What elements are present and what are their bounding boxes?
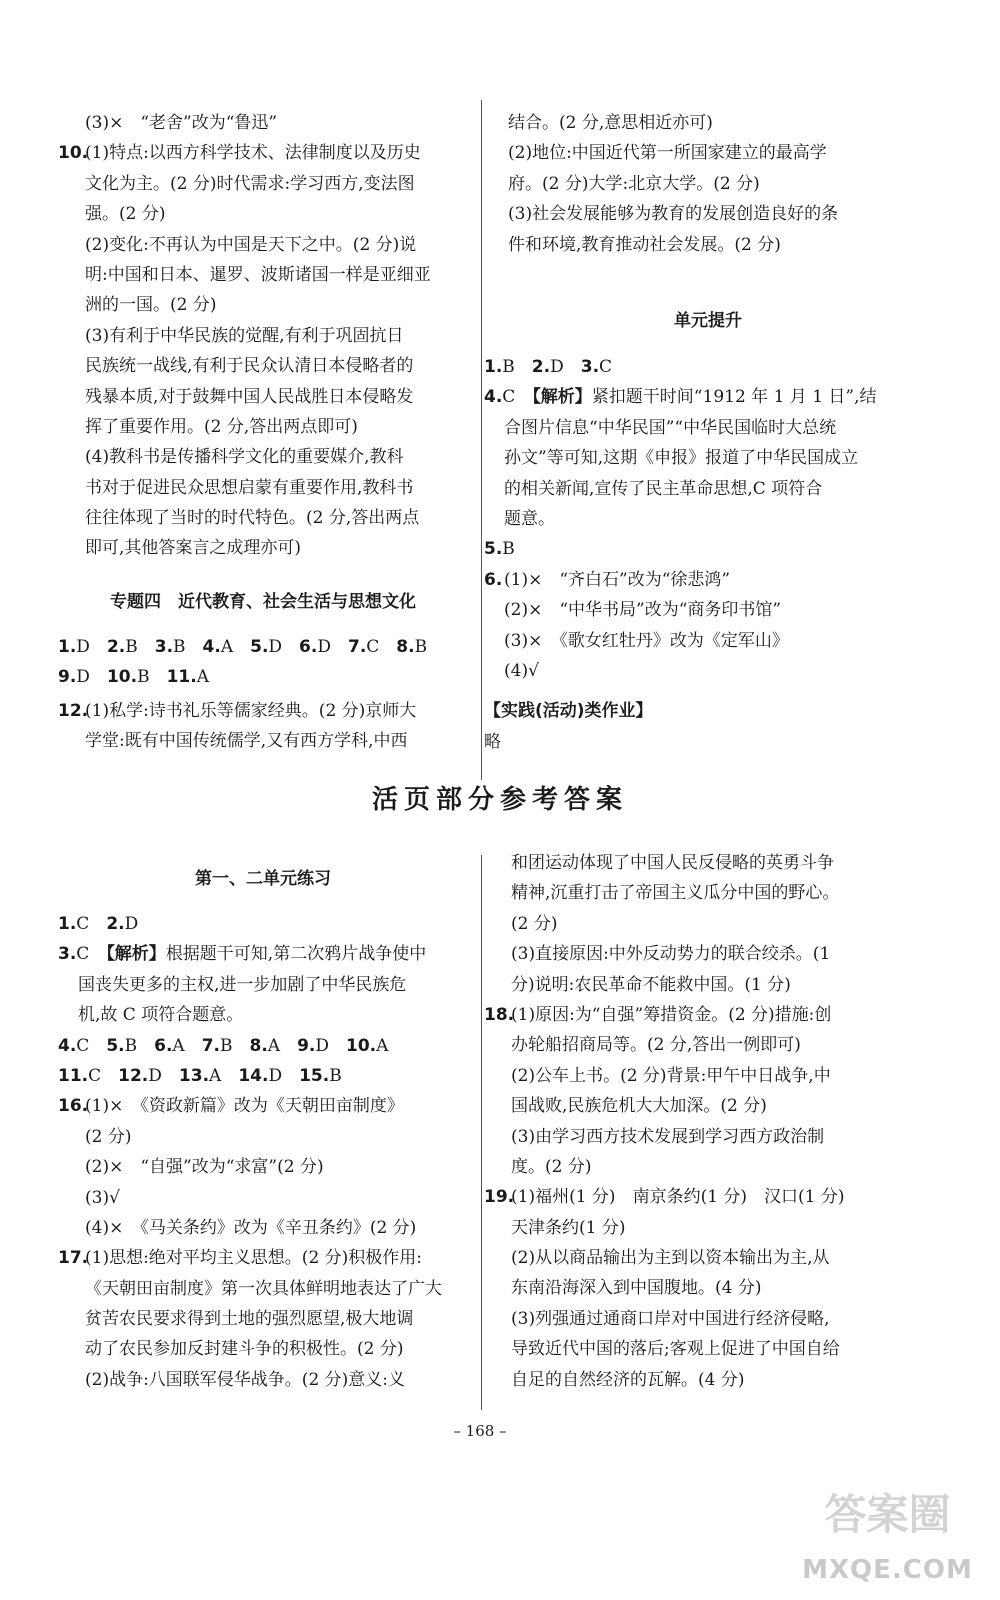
bottom-right-answers <box>484 848 904 1395</box>
answer-text: 精神,沉重打击了帝国主义瓜分中国的野心。 <box>511 883 840 904</box>
answer-line <box>484 595 904 625</box>
answer-text: 和团运动体现了中国人民反侵略的英勇斗争 <box>511 853 834 873</box>
answer-text: (1)× “齐白石”改为“徐悲鸿” <box>504 569 731 590</box>
answer-line <box>484 1000 904 1030</box>
answer-line <box>58 1091 478 1121</box>
answer-text: 书对于促进民众思想启蒙有重要作用,教科书 <box>85 477 414 498</box>
question-number: 6. <box>154 1035 173 1056</box>
answer-text: 动了农民参加反封建斗争的积极性。(2 分) <box>85 1339 404 1360</box>
answer-line <box>58 939 478 969</box>
answer-text: (3)√ <box>85 1187 120 1208</box>
choice-answer: B <box>502 539 515 560</box>
choice-answer: A <box>172 1035 202 1056</box>
analysis-tag: 【解析】 <box>532 387 592 408</box>
question-number: 5. <box>250 637 269 657</box>
question-number: 9. <box>58 667 77 688</box>
answer-text: 即可,其他答案言之成理亦可) <box>85 538 302 559</box>
choice-answer: D <box>550 357 581 377</box>
answer-line <box>58 108 468 138</box>
answer-line <box>484 1213 904 1243</box>
question-number: 6. <box>484 569 503 590</box>
question-number: 1. <box>58 914 77 934</box>
answer-text: 天津条约(1 分) <box>511 1217 626 1238</box>
question-number: 16. <box>58 1096 89 1117</box>
choice-answer: A <box>209 1065 239 1086</box>
answer-sequence <box>58 1031 478 1061</box>
answer-line <box>508 169 908 199</box>
choice-answer: B <box>125 637 155 657</box>
answer-line <box>484 970 904 1000</box>
answer-line <box>508 108 908 138</box>
question-number: 10. <box>58 143 89 164</box>
question-number: 2. <box>531 357 551 377</box>
answer-text: 往往体现了当时的时代特色。(2 分,答出两点 <box>85 508 420 529</box>
question-number: 9. <box>297 1035 316 1056</box>
answer-text: (3)社会发展能够为教育的发展创造良好的条 <box>508 204 839 225</box>
answer-line <box>484 1243 904 1273</box>
choice-answer: D <box>124 914 139 934</box>
answer-text: 明:中国和日本、暹罗、波斯诸国一样是亚细亚 <box>85 264 431 285</box>
answer-text: (2)战争:八国联军侵华战争。(2 分)意义:义 <box>85 1369 406 1390</box>
answer-line <box>58 1183 478 1213</box>
answer-line <box>58 1274 478 1304</box>
answer-text: 度。(2 分) <box>511 1156 592 1177</box>
answer-text: (1)原因:为“自强”筹措资金。(2 分)措施:创 <box>511 1004 832 1025</box>
top-right-continuation <box>508 108 908 260</box>
question-number: 10. <box>346 1035 377 1056</box>
practice-body: 略 <box>484 732 501 752</box>
choice-answer: C <box>599 357 613 377</box>
answer-line <box>484 413 904 443</box>
answer-line <box>484 939 904 969</box>
answer-text: 《天朝田亩制度》第一次具体鲜明地表达了广大 <box>85 1278 442 1299</box>
question-number: 18. <box>484 1004 515 1025</box>
answer-line <box>484 1182 904 1212</box>
answer-sequence <box>58 1061 478 1091</box>
question-number: 7. <box>201 1035 220 1056</box>
question-number: 17. <box>58 1248 89 1269</box>
answer-text: 文化为主。(2 分)时代需求:学习西方,变法图 <box>85 173 415 194</box>
answer-text: 机,故 C 项符合题意。 <box>78 1005 244 1026</box>
choice-answer: D <box>317 637 348 657</box>
answer-line <box>58 533 468 563</box>
question-number: 12. <box>118 1065 149 1086</box>
answer-text: (2)公车上书。(2 分)背景:甲午中日战争,中 <box>511 1065 831 1086</box>
top-left-column <box>58 108 468 564</box>
answer-line <box>58 1000 478 1030</box>
answer-line <box>484 909 904 939</box>
answer-text: (2)地位:中国近代第一所国家建立的最高学 <box>508 143 827 164</box>
choice-answer: C <box>502 387 533 408</box>
choice-answer: C <box>76 914 107 934</box>
answer-line <box>484 1365 904 1395</box>
question-number: 11. <box>166 667 197 688</box>
answer-line <box>484 1061 904 1091</box>
question-number: 12. <box>58 701 89 721</box>
question-number: 4. <box>484 387 503 408</box>
answer-line <box>484 565 904 595</box>
question-number: 4. <box>58 1035 77 1056</box>
answer-text: (4)教科书是传播科学文化的重要媒介,教科 <box>85 447 404 468</box>
answer-line <box>58 1213 478 1243</box>
answer-text: (2 分) <box>511 913 558 934</box>
question-number: 5. <box>484 539 503 560</box>
answer-text: (2)从以商品输出为主到以资本输出为主,从 <box>511 1248 830 1269</box>
answer-line <box>508 138 908 168</box>
answer-line <box>484 1122 904 1152</box>
answer-text: 洲的一国。(2 分) <box>85 295 217 316</box>
answer-text: 民族统一战线,有利于民众认清日本侵略者的 <box>85 356 414 377</box>
answer-text: 自足的自然经济的瓦解。(4 分) <box>511 1369 745 1390</box>
bottom-left-answers <box>58 909 478 1395</box>
question-number: 3. <box>580 357 600 377</box>
choice-answer: B <box>219 1035 250 1056</box>
choice-answer: B <box>173 637 203 657</box>
answer-line <box>58 1152 478 1182</box>
answer-text: 结合。(2 分,意思相近亦可) <box>508 113 713 133</box>
answer-text: 残暴本质,对于鼓舞中国人民战胜日本侵略发 <box>85 386 414 407</box>
answer-line <box>58 260 468 290</box>
choice-answer: B <box>502 357 532 377</box>
column-divider-top <box>481 100 482 780</box>
choice-answer: D <box>76 667 107 688</box>
answer-line <box>484 848 904 878</box>
answer-text: (2)× “中华书局”改为“商务印书馆” <box>504 600 782 621</box>
question-number: 13. <box>178 1065 210 1086</box>
answer-line <box>58 138 468 168</box>
answer-text: 学堂:既有中国传统儒学,又有西方学科,中西 <box>85 731 408 752</box>
answer-line <box>58 970 478 1000</box>
answer-text: 件和环境,教育推动社会发展。(2 分) <box>508 234 781 255</box>
answer-line <box>484 1152 904 1182</box>
answer-line <box>58 321 468 351</box>
watermark-logo <box>800 1490 975 1590</box>
answer-text: (1)× 《资政新篇》改为《天朝田亩制度》 <box>85 1096 404 1117</box>
answer-sequence <box>58 632 468 662</box>
answer-line <box>58 696 478 726</box>
answer-line <box>58 473 468 503</box>
answer-text: (2)× “自强”改为“求富”(2 分) <box>85 1157 324 1178</box>
choice-answer: D <box>315 1035 346 1056</box>
answer-text: 国战败,民族危机大大加深。(2 分) <box>511 1096 767 1117</box>
choice-answer: D <box>76 637 107 657</box>
choice-answer: D <box>268 637 300 657</box>
topic4-heading: 专题四 近代教育、社会生活与思想文化 <box>110 592 416 612</box>
answer-text: 东南沿海深入到中国腹地。(4 分) <box>511 1278 762 1299</box>
answer-line <box>484 656 904 686</box>
choice-answer: A <box>267 1035 298 1056</box>
choice-answer: B <box>414 637 428 657</box>
question-number: 8. <box>396 637 415 657</box>
answer-text: 导致近代中国的落后;客观上促进了中国自给 <box>511 1339 840 1360</box>
answer-line <box>58 351 468 381</box>
q12-answer <box>58 696 478 757</box>
answer-text: (1)私学:诗书礼乐等儒家经典。(2 分)京师大 <box>85 701 417 721</box>
choice-answer: C <box>366 637 397 657</box>
answer-line <box>58 412 468 442</box>
answer-line <box>58 230 468 260</box>
topic4-answers <box>58 632 468 693</box>
unit-answers <box>484 352 904 686</box>
answer-line <box>484 382 904 412</box>
question-number: 2. <box>106 914 125 934</box>
answer-sequence <box>58 662 468 692</box>
answer-text: (4)× 《马关条约》改为《辛丑条约》(2 分) <box>85 1217 417 1238</box>
answer-line <box>508 199 908 229</box>
choice-answer: A <box>220 637 251 657</box>
answer-line <box>58 1243 478 1273</box>
answer-line <box>484 1304 904 1334</box>
choice-answer: C <box>76 944 107 965</box>
question-number: 6. <box>299 637 318 657</box>
answer-text: (3)有利于中华民族的觉醒,有利于巩固抗日 <box>85 325 404 346</box>
practice-heading: 【实践(活动)类作业】 <box>484 701 653 721</box>
question-number: 4. <box>202 637 221 657</box>
answer-text: 合图片信息“中华民国”“中华民国临时大总统 <box>504 417 837 438</box>
question-number: 2. <box>106 637 126 657</box>
choice-answer: D <box>268 1065 300 1086</box>
answer-line <box>484 878 904 908</box>
answer-text: 的相关新闻,宣传了民主革命思想,C 项符合 <box>504 478 823 499</box>
answer-line <box>58 1304 478 1334</box>
answer-text: (1)特点:以西方科学技术、法律制度以及历史 <box>85 143 421 164</box>
question-number: 11. <box>58 1065 89 1086</box>
answer-line <box>58 290 468 320</box>
answer-sequence <box>58 909 478 939</box>
answer-line <box>484 1030 904 1060</box>
answer-line <box>58 1334 478 1364</box>
choice-answer: A <box>196 667 209 688</box>
answer-line <box>58 169 468 199</box>
answer-text: (3)直接原因:中外反动势力的联合绞杀。(1 <box>511 944 831 965</box>
answer-line <box>58 382 468 412</box>
answer-line <box>58 442 468 472</box>
unit1-2-heading: 第一、二单元练习 <box>195 869 331 889</box>
answer-text: (3)× “老舍”改为“鲁迅” <box>85 113 278 133</box>
analysis-tag: 【解析】 <box>106 944 166 965</box>
choice-answer: B <box>137 667 167 688</box>
choice-answer: A <box>376 1035 389 1056</box>
loose-leaf-answers-title: 活页部分参考答案 <box>371 785 628 815</box>
answer-text: (2 分) <box>85 1126 132 1147</box>
answer-text: 贫苦农民要求得到土地的强烈愿望,极大地调 <box>85 1309 414 1330</box>
answer-line <box>58 726 478 756</box>
answer-text: (3)× 《歌女红牡丹》改为《定军山》 <box>504 630 789 651</box>
question-number: 1. <box>58 637 77 657</box>
choice-answer: B <box>124 1035 155 1056</box>
question-number: 8. <box>249 1035 268 1056</box>
answer-line <box>484 1334 904 1364</box>
answer-text: (4)√ <box>504 660 539 681</box>
answer-text: 办轮船招商局等。(2 分,答出一例即可) <box>511 1035 801 1056</box>
page-number: – 168 – <box>453 1422 507 1440</box>
answer-sequence <box>484 352 904 382</box>
answer-line <box>484 626 904 656</box>
answer-text: 挥了重要作用。(2 分,答出两点即可) <box>85 416 358 437</box>
answer-text: (3)由学习西方技术发展到学习西方政治制 <box>511 1126 825 1147</box>
question-number: 3. <box>154 637 174 657</box>
answer-line <box>58 199 468 229</box>
answer-line <box>484 443 904 473</box>
choice-answer: C <box>76 1035 107 1056</box>
answer-line <box>484 474 904 504</box>
watermark-url: MXQE.COM <box>802 1555 973 1585</box>
question-number: 1. <box>484 357 503 377</box>
answer-text: (1)福州(1 分) 南京条约(1 分) 汉口(1 分) <box>511 1187 845 1208</box>
answer-text: 紧扣题干时间“1912 年 1 月 1 日”,结 <box>591 387 877 408</box>
choice-answer: D <box>148 1065 179 1086</box>
answer-text: 国丧失更多的主权,进一步加剧了中华民族危 <box>78 974 407 995</box>
answer-text: (2)变化:不再认为中国是天下之中。(2 分)说 <box>85 234 417 255</box>
question-number: 7. <box>347 637 367 657</box>
answer-text: (1)思想:绝对平均主义思想。(2 分)积极作用: <box>85 1248 423 1269</box>
unit-heading: 单元提升 <box>674 311 742 331</box>
answer-text: 题意。 <box>504 508 555 529</box>
answer-line <box>58 1122 478 1152</box>
question-number: 15. <box>299 1065 330 1086</box>
answer-text: 府。(2 分)大学:北京大学。(2 分) <box>508 173 760 194</box>
column-divider-bottom <box>481 855 482 1410</box>
answer-text: 孙文”等可知,这期《申报》报道了中华民国成立 <box>504 448 859 469</box>
question-number: 19. <box>484 1187 515 1208</box>
question-number: 5. <box>106 1035 125 1056</box>
answer-line <box>58 503 468 533</box>
watermark-cn-text: 答案圈 <box>824 1490 951 1539</box>
question-number: 14. <box>238 1065 269 1086</box>
answer-line <box>484 1091 904 1121</box>
answer-text: 根据题干可知,第二次鸦片战争使中 <box>165 944 427 965</box>
question-number: 3. <box>58 944 77 965</box>
answer-line <box>58 1365 478 1395</box>
answer-text: 强。(2 分) <box>85 204 166 225</box>
choice-answer: B <box>329 1065 342 1086</box>
choice-answer: C <box>88 1065 119 1086</box>
answer-line <box>484 1273 904 1303</box>
answer-line <box>508 230 908 260</box>
answer-line <box>484 504 904 534</box>
question-number: 10. <box>106 667 138 688</box>
answer-text: (3)列强通过通商口岸对中国进行经济侵略, <box>511 1308 830 1329</box>
answer-text: 分)说明:农民革命不能救中国。(1 分) <box>511 974 791 995</box>
answer-line <box>484 534 904 564</box>
